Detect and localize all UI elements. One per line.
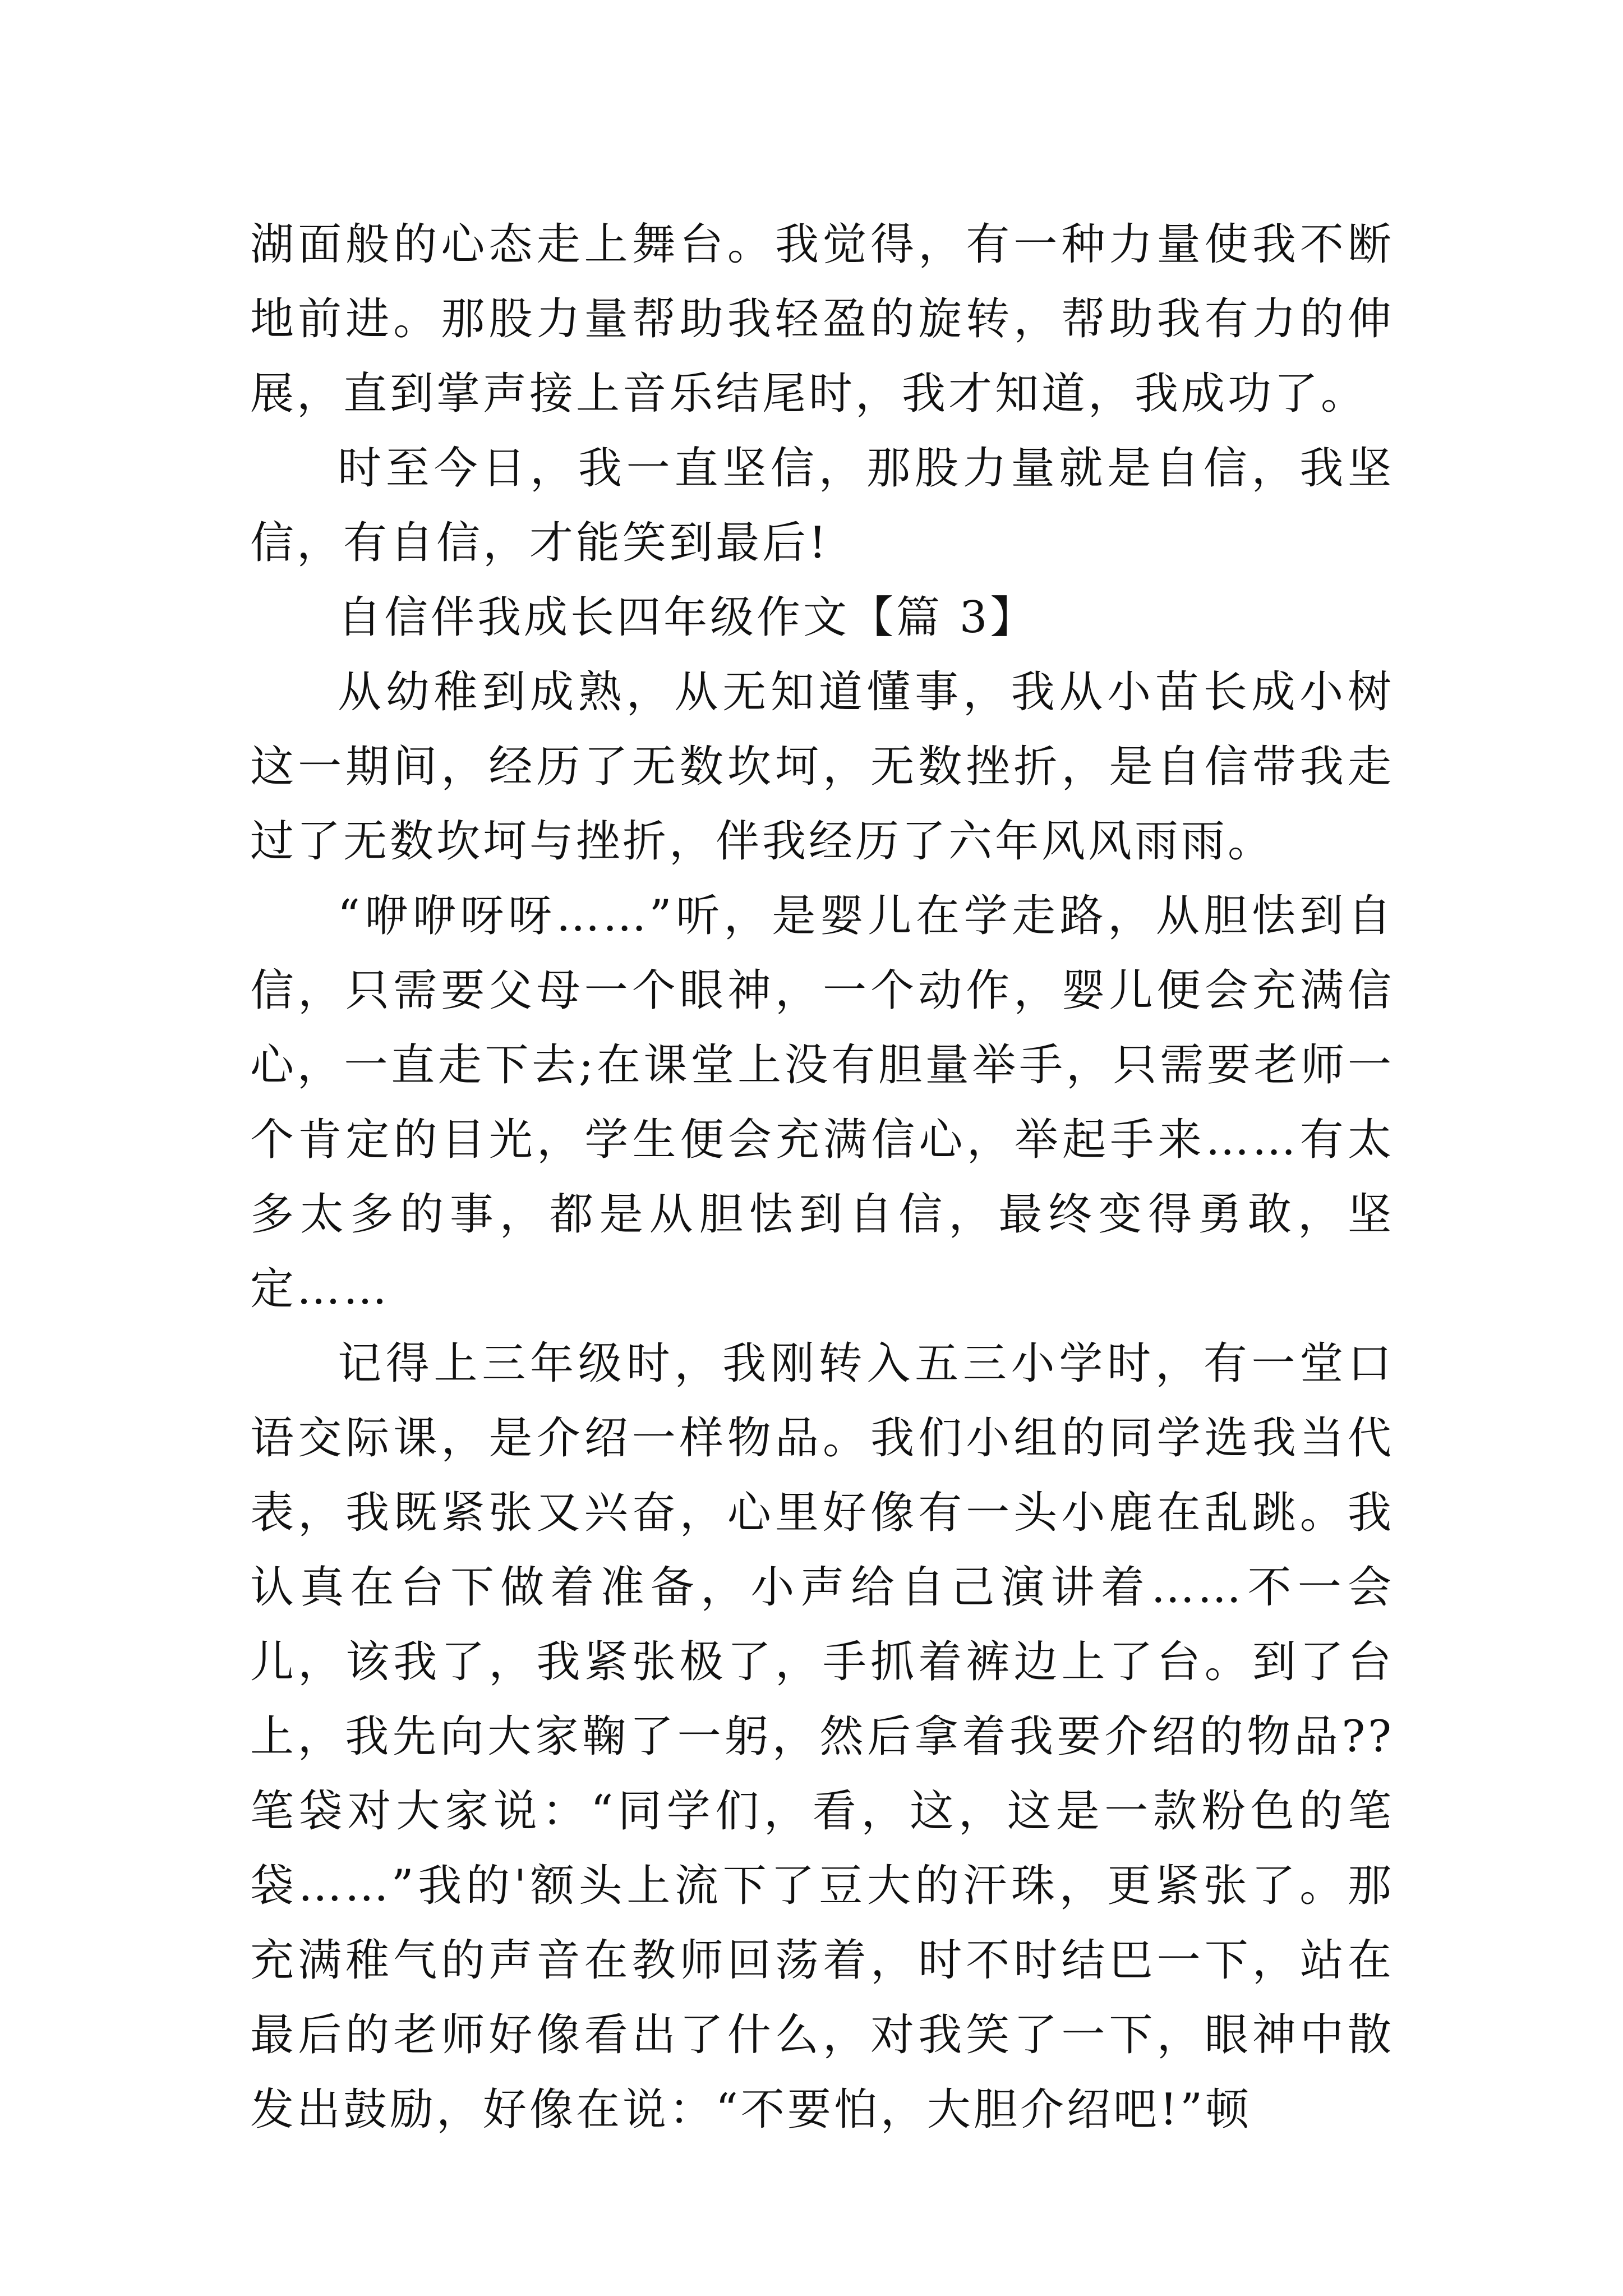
- essay-body: [250, 208, 1394, 2147]
- paragraph-conclusion: 时至今日，我一直坚信，那股力量就是自信，我坚信，有自信，才能笑到最后!: [250, 443, 1394, 568]
- paragraph-third-grade-memory: 记得上三年级时，我刚转入五三小学时，有一堂口语交际课，是介绍一样物品。我们小组的同学选我当代表，我既紧张又兴奋，心里好像有一头小鹿在乱跳。我认真在台下做着准备，小声给自己演讲着……不一会儿，该我了，我紧张极了，手抓着裤边上了台。到了台上，我先向大家鞠了一躬，然后拿着我要介绍的物品??笔袋对大家说：“同学们，看，这，这是一款粉色的笔袋……”我的'额头上流下了豆大的汗珠，更紧张了。那充满稚气的声音在教师回荡着，时不时结巴一下，站在最后的老师好像看出了什么，对我笑了一下，眼神中散发出鼓励，好像在说：“不要怕，大胆介绍吧!”顿: [250, 1338, 1394, 2135]
- paragraph-intro: 从幼稚到成熟，从无知道懂事，我从小苗长成小树这一期间，经历了无数坎坷，无数挫折，是自信带我走过了无数坎坷与挫折，伴我经历了六年风风雨雨。: [250, 667, 1394, 867]
- paragraph-baby-walking: “咿咿呀呀……”听，是婴儿在学走路，从胆怯到自信，只需要父母一个眼神，一个动作，婴儿便会充满信心，一直走下去;在课堂上没有胆量举手，只需要老师一个肯定的目光，学生便会充满信心，举起手来……有太多太多的事，都是从胆怯到自信，最终变得勇敢，坚定……: [250, 891, 1394, 1314]
- paragraph-continuation: 湖面般的心态走上舞台。我觉得，有一种力量使我不断地前进。那股力量帮助我轻盈的旋转，帮助我有力的伸展，直到掌声接上音乐结尾时，我才知道，我成功了。: [250, 219, 1394, 419]
- essay-section-title: 自信伴我成长四年级作文【篇 3】: [338, 592, 1037, 643]
